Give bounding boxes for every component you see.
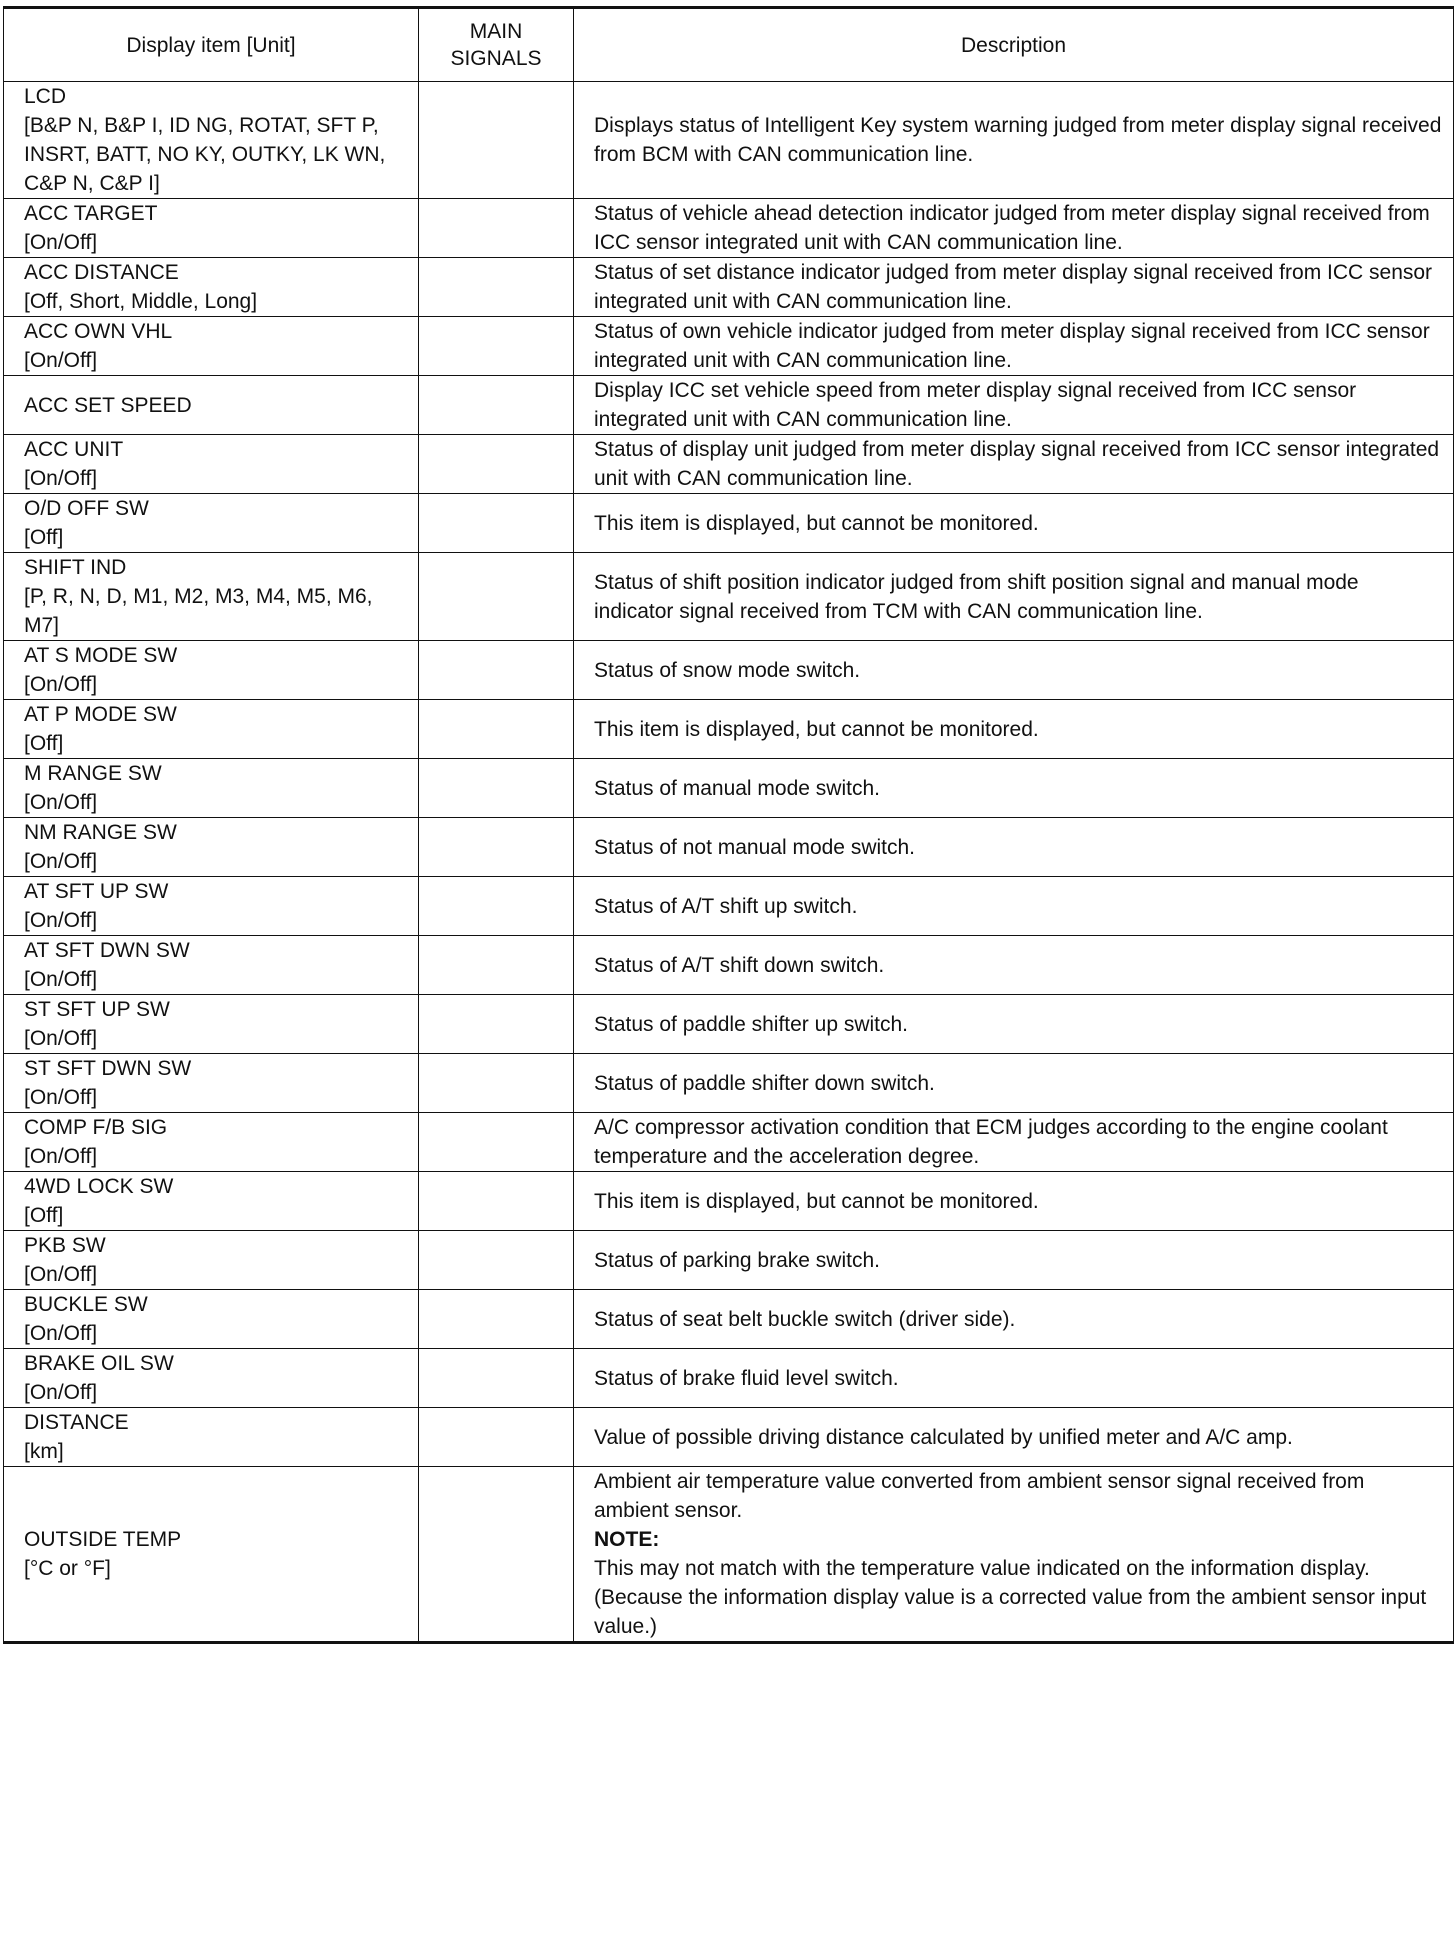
- description-text: Status of own vehicle indicator judged from meter display signal received from ICC sensor integrated unit with CAN communication line.: [594, 320, 1430, 372]
- description-text: Status of display unit judged from meter display signal received from ICC sensor integrated unit with CAN communication line.: [594, 438, 1440, 490]
- main-signals-cell: [419, 936, 574, 995]
- table-row: [4, 641, 1454, 700]
- table-row: [4, 199, 1454, 258]
- main-signals-cell: [419, 1231, 574, 1290]
- description-cell: [574, 258, 1454, 317]
- display-item-name: LCD: [24, 85, 67, 108]
- display-item-unit: [On/Off]: [24, 1322, 98, 1345]
- main-signals-cell: [419, 1113, 574, 1172]
- description-text: Status of A/T shift up switch.: [594, 894, 858, 918]
- display-item-cell: [4, 995, 419, 1054]
- description-cell: [574, 995, 1454, 1054]
- display-item-cell: [4, 818, 419, 877]
- display-item-name: ACC DISTANCE: [24, 261, 179, 284]
- display-item-name: 4WD LOCK SW: [24, 1175, 174, 1198]
- table-row: [4, 1290, 1454, 1349]
- description-cell: [574, 641, 1454, 700]
- display-item-cell: [4, 1231, 419, 1290]
- table-row: [4, 818, 1454, 877]
- table-row: [4, 936, 1454, 995]
- main-signals-cell: [419, 995, 574, 1054]
- description-cell: [574, 1408, 1454, 1467]
- display-item-cell: [4, 1290, 419, 1349]
- display-item-cell: [4, 494, 419, 553]
- main-signals-cell: [419, 877, 574, 936]
- description-text: Status of seat belt buckle switch (driver side).: [594, 1307, 1016, 1331]
- table-row: [4, 317, 1454, 376]
- description-cell: [574, 1231, 1454, 1290]
- table-row: [4, 700, 1454, 759]
- display-item-cell: [4, 317, 419, 376]
- display-item-cell: [4, 553, 419, 641]
- display-item-name: O/D OFF SW: [24, 497, 149, 520]
- main-signals-cell: [419, 1172, 574, 1231]
- main-signals-cell: [419, 82, 574, 199]
- table-row: [4, 1467, 1454, 1643]
- display-item-name: ACC UNIT: [24, 438, 124, 461]
- display-item-unit: [Off]: [24, 1204, 64, 1227]
- main-signals-cell: [419, 258, 574, 317]
- display-item-unit: [On/Off]: [24, 791, 98, 814]
- display-item-unit: [Off]: [24, 526, 64, 549]
- display-item-cell: [4, 258, 419, 317]
- header-main-signals-line2: SIGNALS: [450, 47, 542, 70]
- description-text: This item is displayed, but cannot be monitored.: [594, 717, 1039, 741]
- main-signals-cell: [419, 1467, 574, 1643]
- display-item-name: AT S MODE SW: [24, 644, 178, 667]
- display-item-cell: [4, 1172, 419, 1231]
- description-text: Status of parking brake switch.: [594, 1248, 880, 1272]
- display-item-unit: [On/Off]: [24, 1027, 98, 1050]
- description-text: Status of paddle shifter down switch.: [594, 1071, 935, 1095]
- description-cell: [574, 317, 1454, 376]
- display-item-name: COMP F/B SIG: [24, 1116, 168, 1139]
- table-row: [4, 376, 1454, 435]
- description-cell: [574, 1113, 1454, 1172]
- description-cell: [574, 553, 1454, 641]
- description-cell: [574, 1349, 1454, 1408]
- description-cell: [574, 82, 1454, 199]
- main-signals-cell: [419, 435, 574, 494]
- main-signals-cell: [419, 317, 574, 376]
- description-cell: [574, 1467, 1454, 1643]
- header-row: [4, 8, 1454, 82]
- description-cell: [574, 877, 1454, 936]
- table-row: [4, 1054, 1454, 1113]
- table-row: [4, 1172, 1454, 1231]
- display-item-name: ST SFT UP SW: [24, 998, 170, 1021]
- main-signals-cell: [419, 1054, 574, 1113]
- table-row: [4, 1231, 1454, 1290]
- description-text: Status of snow mode switch.: [594, 658, 861, 682]
- description-text: Status of not manual mode switch.: [594, 835, 915, 859]
- table-body: [4, 82, 1454, 1643]
- display-item-cell: [4, 641, 419, 700]
- description-cell: [574, 1054, 1454, 1113]
- description-cell: [574, 376, 1454, 435]
- display-item-name: M RANGE SW: [24, 762, 162, 785]
- header-display-item: Display item [Unit]: [4, 8, 419, 82]
- description-cell: [574, 199, 1454, 258]
- description-text: This item is displayed, but cannot be monitored.: [594, 1189, 1039, 1213]
- description-text: Status of paddle shifter up switch.: [594, 1012, 909, 1036]
- table-row: [4, 553, 1454, 641]
- display-item-cell: [4, 82, 419, 199]
- display-item-cell: [4, 1408, 419, 1467]
- table-row: [4, 435, 1454, 494]
- main-signals-cell: [419, 818, 574, 877]
- table-row: [4, 1408, 1454, 1467]
- display-item-cell: [4, 1349, 419, 1408]
- display-item-unit: [B&P N, B&P I, ID NG, ROTAT, SFT P, INSRT, BATT, NO KY, OUTKY, LK WN, C&P N, C&P I]: [24, 114, 386, 195]
- description-text: This item is displayed, but cannot be monitored.: [594, 511, 1039, 535]
- display-item-unit: [On/Off]: [24, 968, 98, 991]
- display-item-cell: [4, 199, 419, 258]
- display-item-unit: [On/Off]: [24, 467, 98, 490]
- display-item-cell: [4, 877, 419, 936]
- display-item-unit: [km]: [24, 1440, 64, 1463]
- display-item-name: BUCKLE SW: [24, 1293, 148, 1316]
- display-item-unit: [On/Off]: [24, 231, 98, 254]
- table-row: [4, 995, 1454, 1054]
- description-cell: [574, 936, 1454, 995]
- table-row: [4, 494, 1454, 553]
- display-item-name: AT P MODE SW: [24, 703, 177, 726]
- display-item-unit: [On/Off]: [24, 850, 98, 873]
- display-item-unit: [Off, Short, Middle, Long]: [24, 290, 258, 313]
- table-row: [4, 877, 1454, 936]
- main-signals-cell: [419, 199, 574, 258]
- display-item-cell: [4, 1113, 419, 1172]
- table-row: [4, 82, 1454, 199]
- main-signals-cell: [419, 641, 574, 700]
- description-cell: [574, 435, 1454, 494]
- display-item-unit: [On/Off]: [24, 1086, 98, 1109]
- display-item-unit: [On/Off]: [24, 1263, 98, 1286]
- display-item-name: ST SFT DWN SW: [24, 1057, 192, 1080]
- display-item-unit: [On/Off]: [24, 909, 98, 932]
- table-row: [4, 1349, 1454, 1408]
- display-item-name: PKB SW: [24, 1234, 106, 1257]
- description-text: Status of A/T shift down switch.: [594, 953, 885, 977]
- main-signals-cell: [419, 700, 574, 759]
- description-text: Status of manual mode switch.: [594, 776, 880, 800]
- table-row: [4, 759, 1454, 818]
- description-text: Status of shift position indicator judged from shift position signal and manual mode indicator signal received from TCM with CAN communication line.: [594, 570, 1359, 623]
- description-cell: [574, 1172, 1454, 1231]
- main-signals-cell: [419, 553, 574, 641]
- description-cell: [574, 1290, 1454, 1349]
- display-item-cell: [4, 700, 419, 759]
- main-signals-cell: [419, 1349, 574, 1408]
- display-item-unit: [On/Off]: [24, 673, 98, 696]
- display-item-cell: [4, 376, 419, 435]
- description-text: Displays status of Intelligent Key system warning judged from meter display signal received from BCM with CAN communication line.: [594, 114, 1442, 166]
- note-text: This may not match with the temperature value indicated on the information display. (Because the information display value is a corrected value from the ambient sensor input value.): [594, 1557, 1427, 1638]
- display-item-unit: [Off]: [24, 732, 64, 755]
- display-item-cell: [4, 1467, 419, 1643]
- display-item-unit: [P, R, N, D, M1, M2, M3, M4, M5, M6, M7]: [24, 585, 373, 637]
- description-text: A/C compressor activation condition that ECM judges according to the engine coolant temperature and the acceleration degree.: [594, 1116, 1388, 1168]
- display-item-unit: [On/Off]: [24, 1145, 98, 1168]
- description-cell: [574, 494, 1454, 553]
- note-label: NOTE:: [594, 1528, 660, 1551]
- display-item-name: NM RANGE SW: [24, 821, 177, 844]
- description-text: Status of vehicle ahead detection indicator judged from meter display signal received from ICC sensor integrated unit with CAN communication line.: [594, 202, 1430, 254]
- description-text: Status of brake fluid level switch.: [594, 1366, 899, 1390]
- display-item-name: AT SFT DWN SW: [24, 939, 190, 962]
- display-item-unit: [On/Off]: [24, 1381, 98, 1404]
- display-item-name: DISTANCE: [24, 1411, 129, 1434]
- display-item-name: SHIFT IND: [24, 556, 127, 579]
- display-item-name: ACC SET SPEED: [24, 393, 192, 417]
- description-text: Display ICC set vehicle speed from meter display signal received from ICC sensor integrated unit with CAN communication line.: [594, 379, 1357, 431]
- description-cell: [574, 759, 1454, 818]
- header-description: Description: [574, 8, 1454, 82]
- display-item-cell: [4, 1054, 419, 1113]
- display-item-name: ACC OWN VHL: [24, 320, 173, 343]
- display-item-table: [3, 6, 1454, 1644]
- table-row: [4, 1113, 1454, 1172]
- description-cell: [574, 818, 1454, 877]
- display-item-name: OUTSIDE TEMP: [24, 1528, 182, 1551]
- display-item-name: BRAKE OIL SW: [24, 1352, 174, 1375]
- main-signals-cell: [419, 1290, 574, 1349]
- table-header: [4, 8, 1454, 82]
- description-cell: [574, 700, 1454, 759]
- main-signals-cell: [419, 1408, 574, 1467]
- header-main-signals: [419, 8, 574, 82]
- display-item-cell: [4, 759, 419, 818]
- main-signals-cell: [419, 759, 574, 818]
- description-text: Status of set distance indicator judged from meter display signal received from ICC sensor integrated unit with CAN communication line.: [594, 261, 1433, 313]
- table-row: [4, 258, 1454, 317]
- main-signals-cell: [419, 376, 574, 435]
- header-main-signals-line1: MAIN: [469, 20, 523, 43]
- display-item-cell: [4, 936, 419, 995]
- display-item-unit: [On/Off]: [24, 349, 98, 372]
- display-item-cell: [4, 435, 419, 494]
- description-text: Ambient air temperature value converted from ambient sensor signal received from ambient sensor.: [594, 1470, 1365, 1522]
- display-item-unit: [°C or °F]: [24, 1557, 111, 1580]
- description-text: Value of possible driving distance calculated by unified meter and A/C amp.: [594, 1425, 1293, 1449]
- display-item-name: AT SFT UP SW: [24, 880, 169, 903]
- display-item-name: ACC TARGET: [24, 202, 158, 225]
- main-signals-cell: [419, 494, 574, 553]
